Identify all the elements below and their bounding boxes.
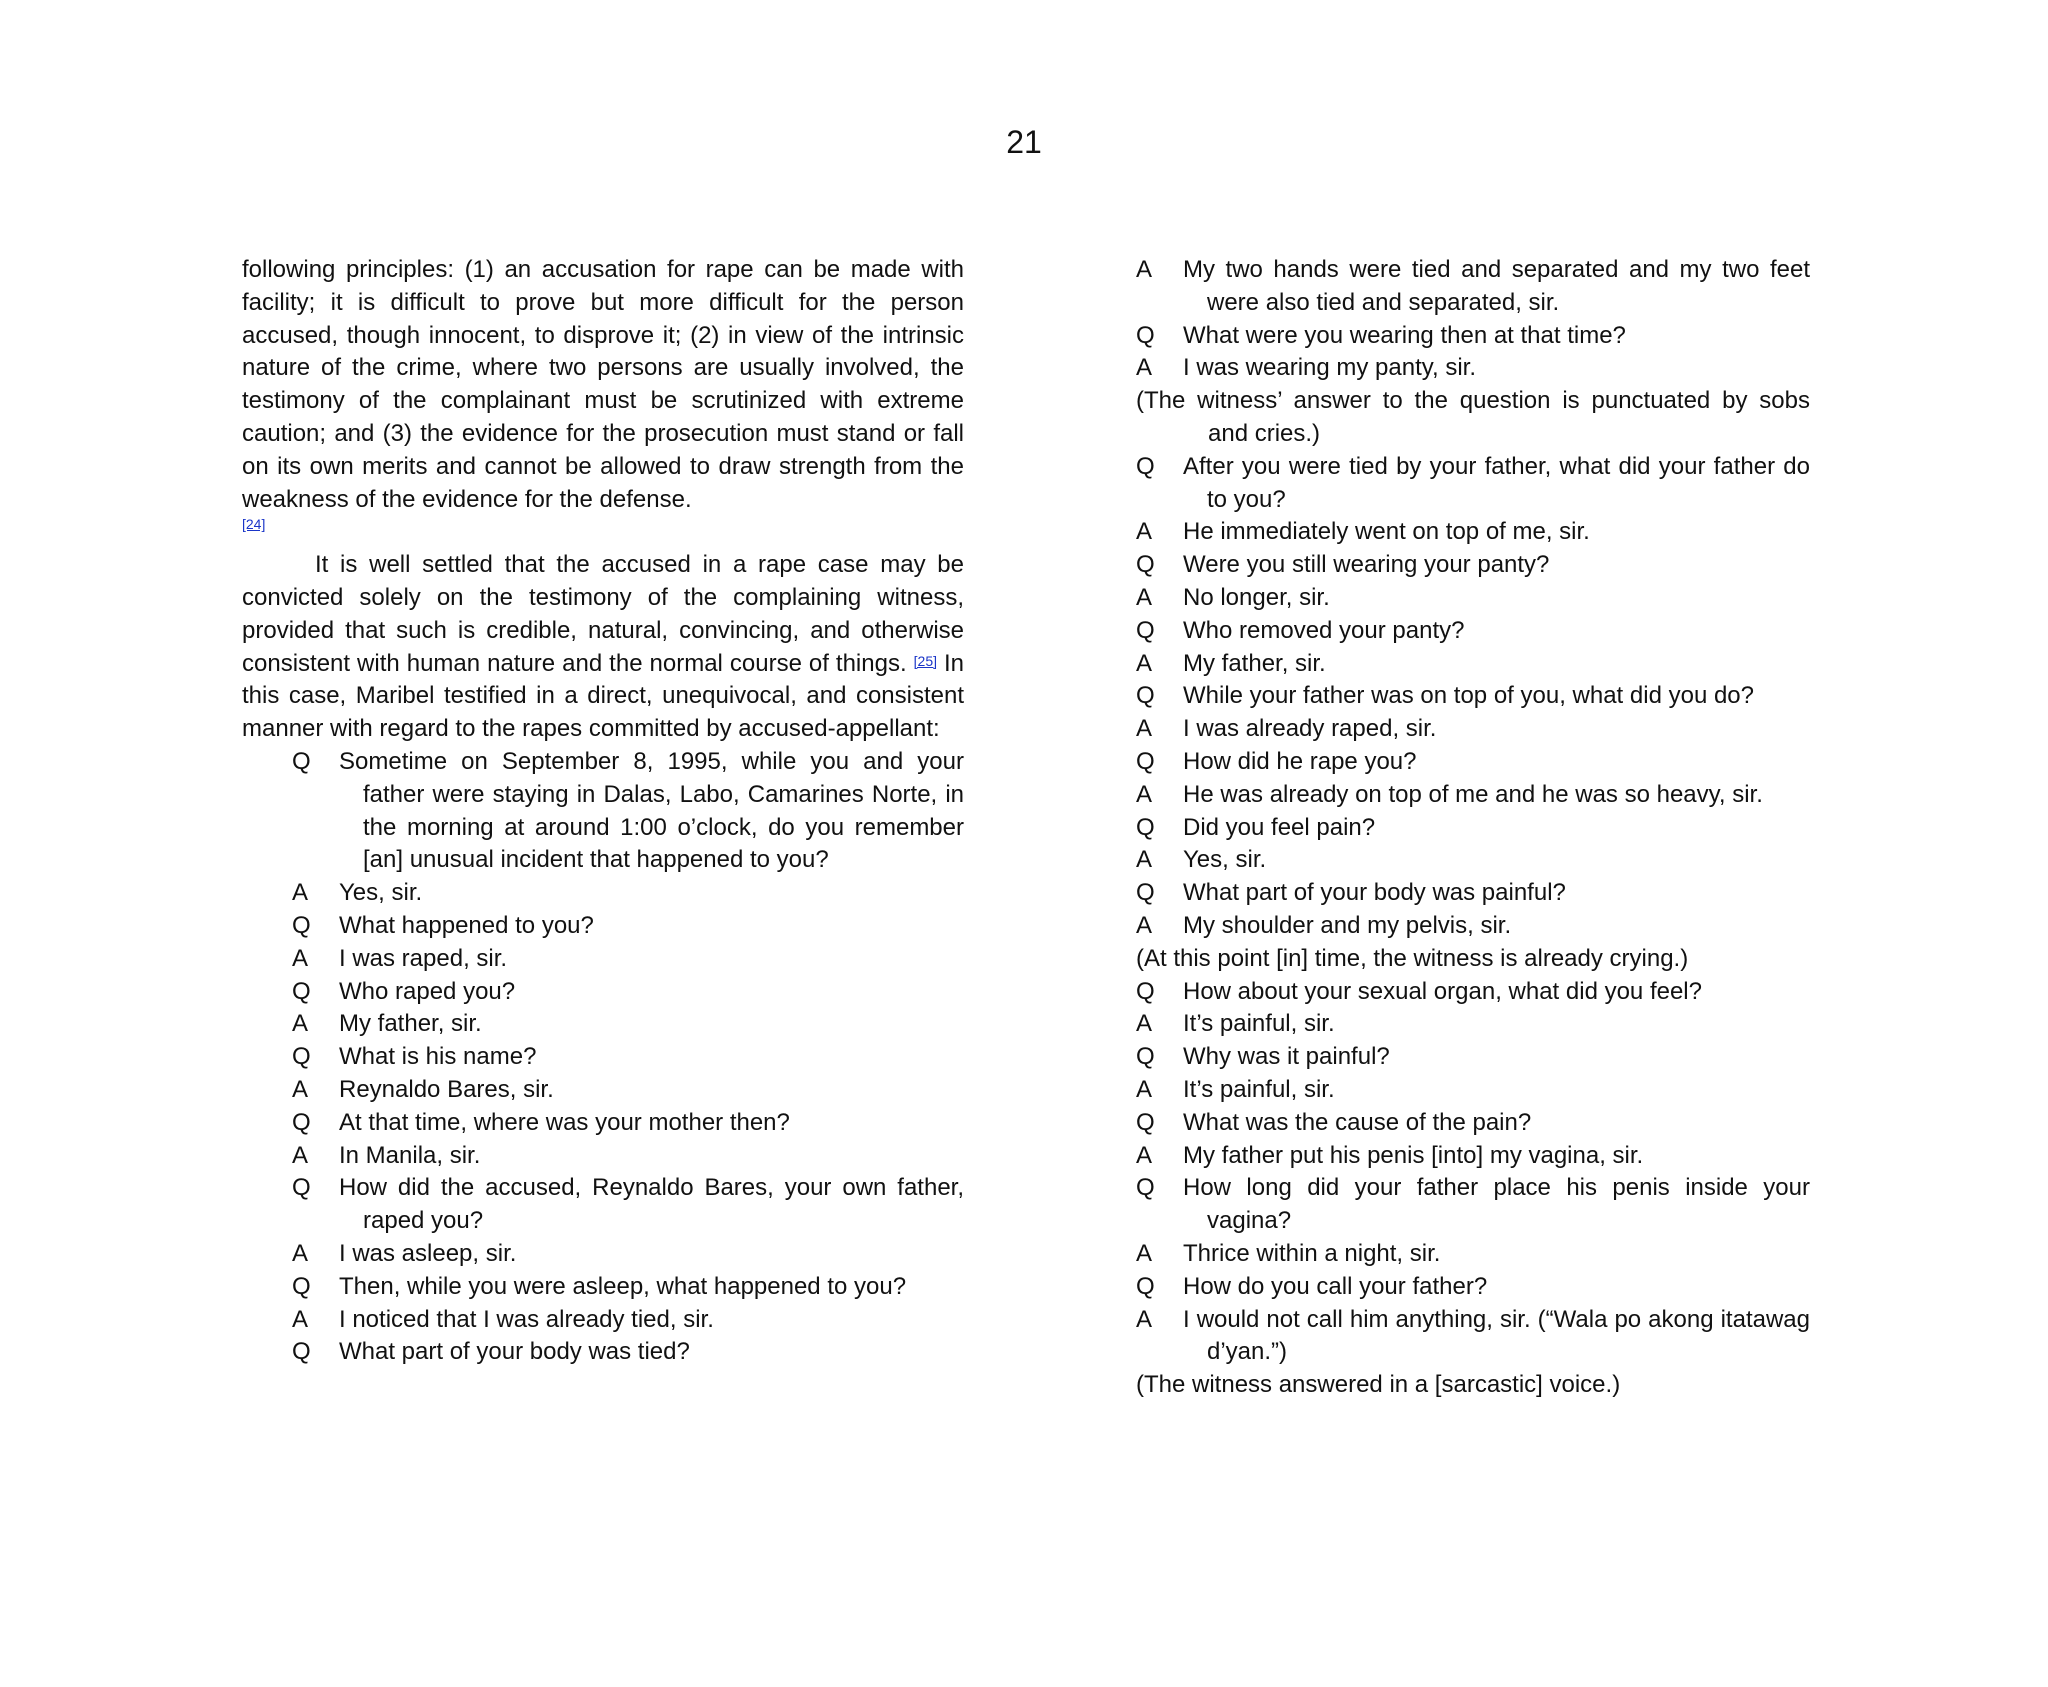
left-column xyxy=(242,254,964,1369)
answer-line xyxy=(1136,1074,1810,1107)
right-column xyxy=(1136,254,1810,1402)
speaker-label: A xyxy=(292,1305,309,1333)
speaker-label: Q xyxy=(292,1272,311,1300)
testimony-text: How did the accused, Reynaldo Bares, your own father, raped you? xyxy=(339,1174,964,1235)
testimony-text: I would not call him anything, sir. (“Wala po akong itatawag d’yan.”) xyxy=(1183,1305,1810,1366)
question-line xyxy=(292,1172,964,1238)
question-line xyxy=(292,1107,964,1140)
question-line xyxy=(1136,812,1810,845)
question-line xyxy=(1136,976,1810,1009)
speaker-label: Q xyxy=(292,1338,311,1366)
speaker-label: Q xyxy=(1136,977,1155,1005)
speaker-label: A xyxy=(292,944,309,972)
question-line xyxy=(1136,615,1810,648)
answer-line xyxy=(292,1304,964,1337)
speaker-label: Q xyxy=(1136,1043,1155,1071)
question-line xyxy=(292,746,964,877)
court-note: (The witness’ answer to the question is punctuated by sobs and cries.) xyxy=(1136,387,1810,447)
question-line xyxy=(1136,1107,1810,1140)
question-line xyxy=(292,1336,964,1369)
speaker-label: A xyxy=(1136,846,1153,874)
answer-line xyxy=(1136,1238,1810,1271)
testimony-text: My father, sir. xyxy=(339,1010,482,1038)
speaker-label: Q xyxy=(292,747,311,775)
page-number: 21 xyxy=(1006,124,1042,160)
testimony-text: Why was it painful? xyxy=(1183,1043,1390,1071)
testimony-text: Yes, sir. xyxy=(1183,846,1267,874)
speaker-label: A xyxy=(1136,1141,1153,1169)
footnote-link-25[interactable]: [25] xyxy=(913,652,937,669)
speaker-label: A xyxy=(1136,715,1153,743)
speaker-label: Q xyxy=(292,1043,311,1071)
answer-line xyxy=(292,1140,964,1173)
testimony-list-left xyxy=(292,746,964,1369)
speaker-label: A xyxy=(1136,649,1153,677)
speaker-label: Q xyxy=(1136,1108,1155,1136)
question-line xyxy=(1136,1271,1810,1304)
testimony-text: At that time, where was your mother then? xyxy=(339,1108,790,1136)
settled-paragraph-continuation: In this case, Maribel testified in a direct, unequivocal, and consistent manner with regard to the rapes committed by accused-appellant: xyxy=(242,649,965,743)
answer-line xyxy=(1136,713,1810,746)
speaker-label: A xyxy=(1136,1305,1153,1333)
testimony-text: I was asleep, sir. xyxy=(339,1239,517,1267)
testimony-text: How about your sexual organ, what did you feel? xyxy=(1183,977,1702,1005)
speaker-label: A xyxy=(1136,1239,1153,1267)
speaker-label: Q xyxy=(1136,1174,1155,1202)
question-line xyxy=(1136,549,1810,582)
speaker-label: Q xyxy=(1136,321,1155,349)
testimony-text: Were you still wearing your panty? xyxy=(1183,551,1550,579)
testimony-text: It’s painful, sir. xyxy=(1183,1075,1335,1103)
testimony-text: What were you wearing then at that time? xyxy=(1183,321,1626,349)
speaker-label: A xyxy=(292,879,309,907)
speaker-label: Q xyxy=(1136,452,1155,480)
question-line xyxy=(1136,680,1810,713)
speaker-label: Q xyxy=(1136,682,1155,710)
question-line xyxy=(1136,877,1810,910)
speaker-label: A xyxy=(292,1239,309,1267)
footnote-24-line xyxy=(242,516,964,549)
speaker-label: A xyxy=(1136,780,1153,808)
answer-line xyxy=(1136,648,1810,681)
settled-paragraph xyxy=(242,549,964,746)
court-note: (At this point [in] time, the witness is already crying.) xyxy=(1136,944,1689,972)
testimony-text: Who raped you? xyxy=(339,977,516,1005)
settled-paragraph-text: It is well settled that the accused in a rape case may be convicted solely on the testimony of the complaining witness, provided that such is credible, natural, convincing, and otherwise consistent with human nature and the normal course of things. xyxy=(242,551,964,677)
testimony-text: No longer, sir. xyxy=(1183,583,1330,611)
question-line xyxy=(1136,1172,1810,1238)
speaker-label: Q xyxy=(1136,551,1155,579)
testimony-text: What is his name? xyxy=(339,1043,537,1071)
speaker-label: A xyxy=(1136,518,1153,546)
answer-line xyxy=(1136,1008,1810,1041)
answer-line xyxy=(292,1074,964,1107)
testimony-text: I noticed that I was already tied, sir. xyxy=(339,1305,714,1333)
speaker-label: A xyxy=(292,1141,309,1169)
principles-paragraph: following principles: (1) an accusation for rape can be made with facility; it is difficult to prove but more difficult for the person accused, though innocent, to disprove it; (2) in view of the intrinsic nature of the crime, where two persons are usually involved, the testimony of the complainant must be scrutinized with extreme caution; and (3) the evidence for the prosecution must stand or fall on its own merits and cannot be allowed to draw strength from the weakness of the evidence for the defense. xyxy=(242,256,964,513)
testimony-text: I was raped, sir. xyxy=(339,944,508,972)
testimony-text: Yes, sir. xyxy=(339,879,423,907)
testimony-text: I was wearing my panty, sir. xyxy=(1183,354,1476,382)
answer-line xyxy=(1136,516,1810,549)
question-line xyxy=(292,910,964,943)
answer-line xyxy=(1136,1140,1810,1173)
answer-line xyxy=(1136,254,1810,320)
answer-line xyxy=(292,1008,964,1041)
testimony-text: My two hands were tied and separated and my two feet were also tied and separated, sir. xyxy=(1183,256,1810,316)
question-line xyxy=(1136,1041,1810,1074)
speaker-label: Q xyxy=(292,911,311,939)
testimony-text: While your father was on top of you, what did you do? xyxy=(1183,682,1754,710)
testimony-text: It’s painful, sir. xyxy=(1183,1010,1335,1038)
speaker-label: A xyxy=(292,1010,309,1038)
speaker-label: A xyxy=(1136,354,1153,382)
answer-line xyxy=(1136,844,1810,877)
speaker-label: Q xyxy=(292,1174,311,1202)
speaker-label: A xyxy=(292,1075,309,1103)
question-line xyxy=(292,1271,964,1304)
testimony-text: How long did your father place his penis inside your vagina? xyxy=(1183,1174,1810,1235)
testimony-text: What happened to you? xyxy=(339,911,594,939)
court-note: (The witness answered in a [sarcastic] voice.) xyxy=(1136,1371,1621,1399)
speaker-label: A xyxy=(1136,911,1153,939)
testimony-text: What part of your body was painful? xyxy=(1183,879,1566,907)
testimony-text: After you were tied by your father, what did your father do to you? xyxy=(1183,452,1810,513)
answer-line xyxy=(1136,1304,1810,1370)
speaker-label: Q xyxy=(1136,1272,1155,1300)
answer-line xyxy=(292,943,964,976)
speaker-label: Q xyxy=(1136,813,1155,841)
question-line xyxy=(292,1041,964,1074)
testimony-text: Who removed your panty? xyxy=(1183,616,1465,644)
question-line xyxy=(1136,320,1810,353)
testimony-text: In Manila, sir. xyxy=(339,1141,481,1169)
testimony-text: Thrice within a night, sir. xyxy=(1183,1239,1441,1267)
speaker-label: A xyxy=(1136,583,1153,611)
answer-line xyxy=(1136,910,1810,943)
answer-line xyxy=(1136,779,1810,812)
testimony-text: What was the cause of the pain? xyxy=(1183,1108,1532,1136)
speaker-label: A xyxy=(1136,1010,1153,1038)
testimony-text: He was already on top of me and he was so heavy, sir. xyxy=(1183,780,1763,808)
testimony-text: My father, sir. xyxy=(1183,649,1326,677)
testimony-text: I was already raped, sir. xyxy=(1183,715,1437,743)
answer-line xyxy=(292,1238,964,1271)
speaker-label: Q xyxy=(292,977,311,1005)
question-line xyxy=(1136,746,1810,779)
testimony-text: Reynaldo Bares, sir. xyxy=(339,1075,554,1103)
testimony-list-right xyxy=(1136,254,1810,1402)
testimony-text: My father put his penis [into] my vagina, sir. xyxy=(1183,1141,1644,1169)
testimony-text: He immediately went on top of me, sir. xyxy=(1183,518,1590,546)
speaker-label: Q xyxy=(292,1108,311,1136)
testimony-text: How did he rape you? xyxy=(1183,747,1417,775)
testimony-text: Sometime on September 8, 1995, while you and your father were staying in Dalas, Labo, Camarines Norte, in the morning at around 1:00 o’clock, do you remember [an] unusual incident that happened to you? xyxy=(339,747,964,874)
answer-line xyxy=(1136,352,1810,385)
testimony-text: Did you feel pain? xyxy=(1183,813,1376,841)
speaker-label: A xyxy=(1136,1075,1153,1103)
testimony-text: My shoulder and my pelvis, sir. xyxy=(1183,911,1512,939)
speaker-label: A xyxy=(1136,256,1153,283)
answer-line xyxy=(292,877,964,910)
answer-line xyxy=(1136,582,1810,615)
testimony-text: Then, while you were asleep, what happened to you? xyxy=(339,1272,907,1300)
question-line xyxy=(292,976,964,1009)
speaker-label: Q xyxy=(1136,747,1155,775)
footnote-link-24[interactable]: [24] xyxy=(242,516,266,533)
testimony-text: What part of your body was tied? xyxy=(339,1338,690,1366)
question-line xyxy=(1136,451,1810,517)
speaker-label: Q xyxy=(1136,616,1155,644)
testimony-text: How do you call your father? xyxy=(1183,1272,1488,1300)
speaker-label: Q xyxy=(1136,879,1155,907)
